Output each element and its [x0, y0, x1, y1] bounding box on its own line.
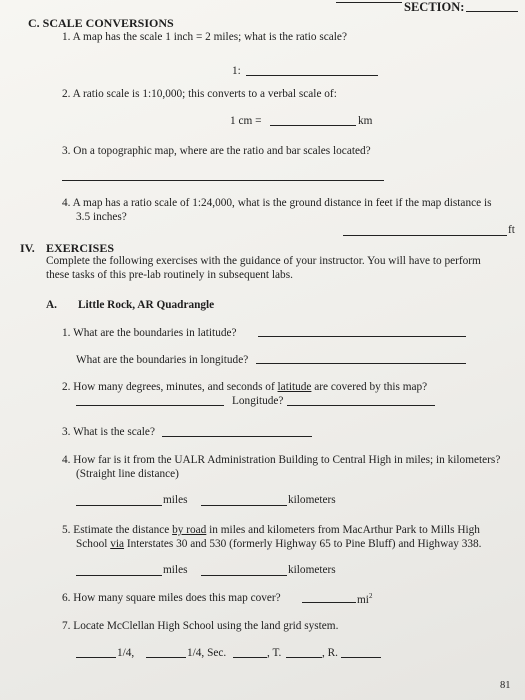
a-q5-line2-pre: School: [76, 538, 111, 550]
a-q7-township: , T.: [267, 647, 282, 659]
a-q5-miles: miles: [163, 564, 188, 576]
a-q1b-answer-line: [256, 363, 466, 364]
a-q2-latitude: latitude: [277, 381, 312, 393]
a-q3-answer-line: [162, 436, 312, 437]
a-q7-quarter1: 1/4,: [117, 647, 135, 659]
a-q2-latitude-line: [76, 405, 224, 406]
part-iv-heading: EXERCISES: [46, 241, 115, 255]
a-q2-text-post: are covered by this map?: [311, 381, 428, 393]
a-q7-township-line: [286, 657, 322, 658]
a-q4-miles-line: [76, 505, 162, 506]
a-question-3: 3. What is the scale?: [62, 426, 155, 438]
part-iv-numeral: IV.: [20, 241, 35, 255]
a-q5-km-line: [201, 575, 287, 576]
a-q4-kilometers: kilometers: [288, 494, 336, 506]
top-rule: [336, 2, 402, 3]
a-q6-unit: [357, 592, 372, 606]
a-q5-post: in miles and kilometers from MacArthur Park to Mills High: [206, 524, 480, 536]
a-q6-answer-line: [302, 602, 356, 603]
part-c-heading: C. SCALE CONVERSIONS: [28, 16, 174, 30]
page-number: 81: [500, 680, 511, 691]
a-question-2: [62, 381, 427, 393]
a-q5-by-road: by road: [172, 524, 207, 536]
a-question-6: 6. How many square miles does this map cover?: [62, 592, 281, 604]
c-question-4-line2: 3.5 inches?: [76, 211, 127, 223]
a-question-7: 7. Locate McClellan High School using the land grid system.: [62, 620, 339, 632]
a-q7-range-line: [341, 657, 381, 658]
a-q7-range: , R.: [322, 647, 339, 659]
a-q6-unit-text: mi: [357, 593, 369, 606]
a-q5-pre: 5. Estimate the distance: [62, 524, 173, 536]
c-q2-unit: km: [358, 115, 373, 127]
c-q4-answer-line: [343, 235, 507, 236]
a-question-4-line2: (Straight line distance): [76, 468, 179, 480]
c-question-1: 1. A map has the scale 1 inch = 2 miles; what is the ratio scale?: [62, 31, 347, 43]
a-question-5-line2: [76, 538, 482, 550]
a-q7-quarter2-line: [146, 657, 186, 658]
section-label: SECTION:: [404, 0, 465, 14]
c-q1-answer-prefix: 1:: [232, 65, 241, 77]
section-a-title: Little Rock, AR Quadrangle: [78, 299, 215, 311]
c-q1-answer-line: [246, 75, 378, 76]
a-q4-miles: miles: [163, 494, 188, 506]
a-q4-km-line: [201, 505, 287, 506]
part-iv-intro-line2: these tasks of this pre-lab routinely in subsequent labs.: [46, 269, 293, 281]
a-question-1a: 1. What are the boundaries in latitude?: [62, 327, 237, 339]
a-question-1b: What are the boundaries in longitude?: [76, 354, 249, 366]
a-q2-longitude-label: Longitude?: [232, 395, 284, 407]
a-q2-text-pre: 2. How many degrees, minutes, and seconds of: [62, 381, 278, 393]
a-q7-quarter2-sec: 1/4, Sec.: [187, 647, 227, 659]
section-answer-line: [466, 11, 518, 12]
a-q1a-answer-line: [258, 336, 466, 337]
c-q2-answer-prefix: 1 cm =: [230, 115, 262, 127]
a-q5-miles-line: [76, 575, 162, 576]
a-q5-kilometers: kilometers: [288, 564, 336, 576]
c-question-4-line1: 4. A map has a ratio scale of 1:24,000, what is the ground distance in feet if the map distance is: [62, 197, 492, 209]
a-q5-via: via: [110, 538, 125, 550]
c-q3-answer-line: [62, 180, 384, 181]
a-q7-quarter1-line: [76, 657, 116, 658]
c-q2-answer-line: [270, 125, 356, 126]
a-q6-unit-exponent: 2: [368, 592, 373, 600]
c-question-2: 2. A ratio scale is 1:10,000; this converts to a verbal scale of:: [62, 88, 337, 100]
a-q2-longitude-line: [287, 405, 435, 406]
c-question-3: 3. On a topographic map, where are the ratio and bar scales located?: [62, 145, 371, 157]
part-iv-intro-line1: Complete the following exercises with the guidance of your instructor. You will have to perform: [46, 255, 481, 267]
c-q4-unit: ft: [508, 224, 515, 236]
a-question-5-line1: [62, 524, 480, 536]
a-question-4-line1: 4. How far is it from the UALR Administration Building to Central High in miles; in kilometers?: [62, 454, 501, 466]
section-a-letter: A.: [46, 299, 57, 311]
a-q7-sec-line: [233, 657, 267, 658]
a-q5-line2-post: Interstates 30 and 530 (formerly Highway 65 to Pine Bluff) and Highway 338.: [124, 538, 482, 550]
